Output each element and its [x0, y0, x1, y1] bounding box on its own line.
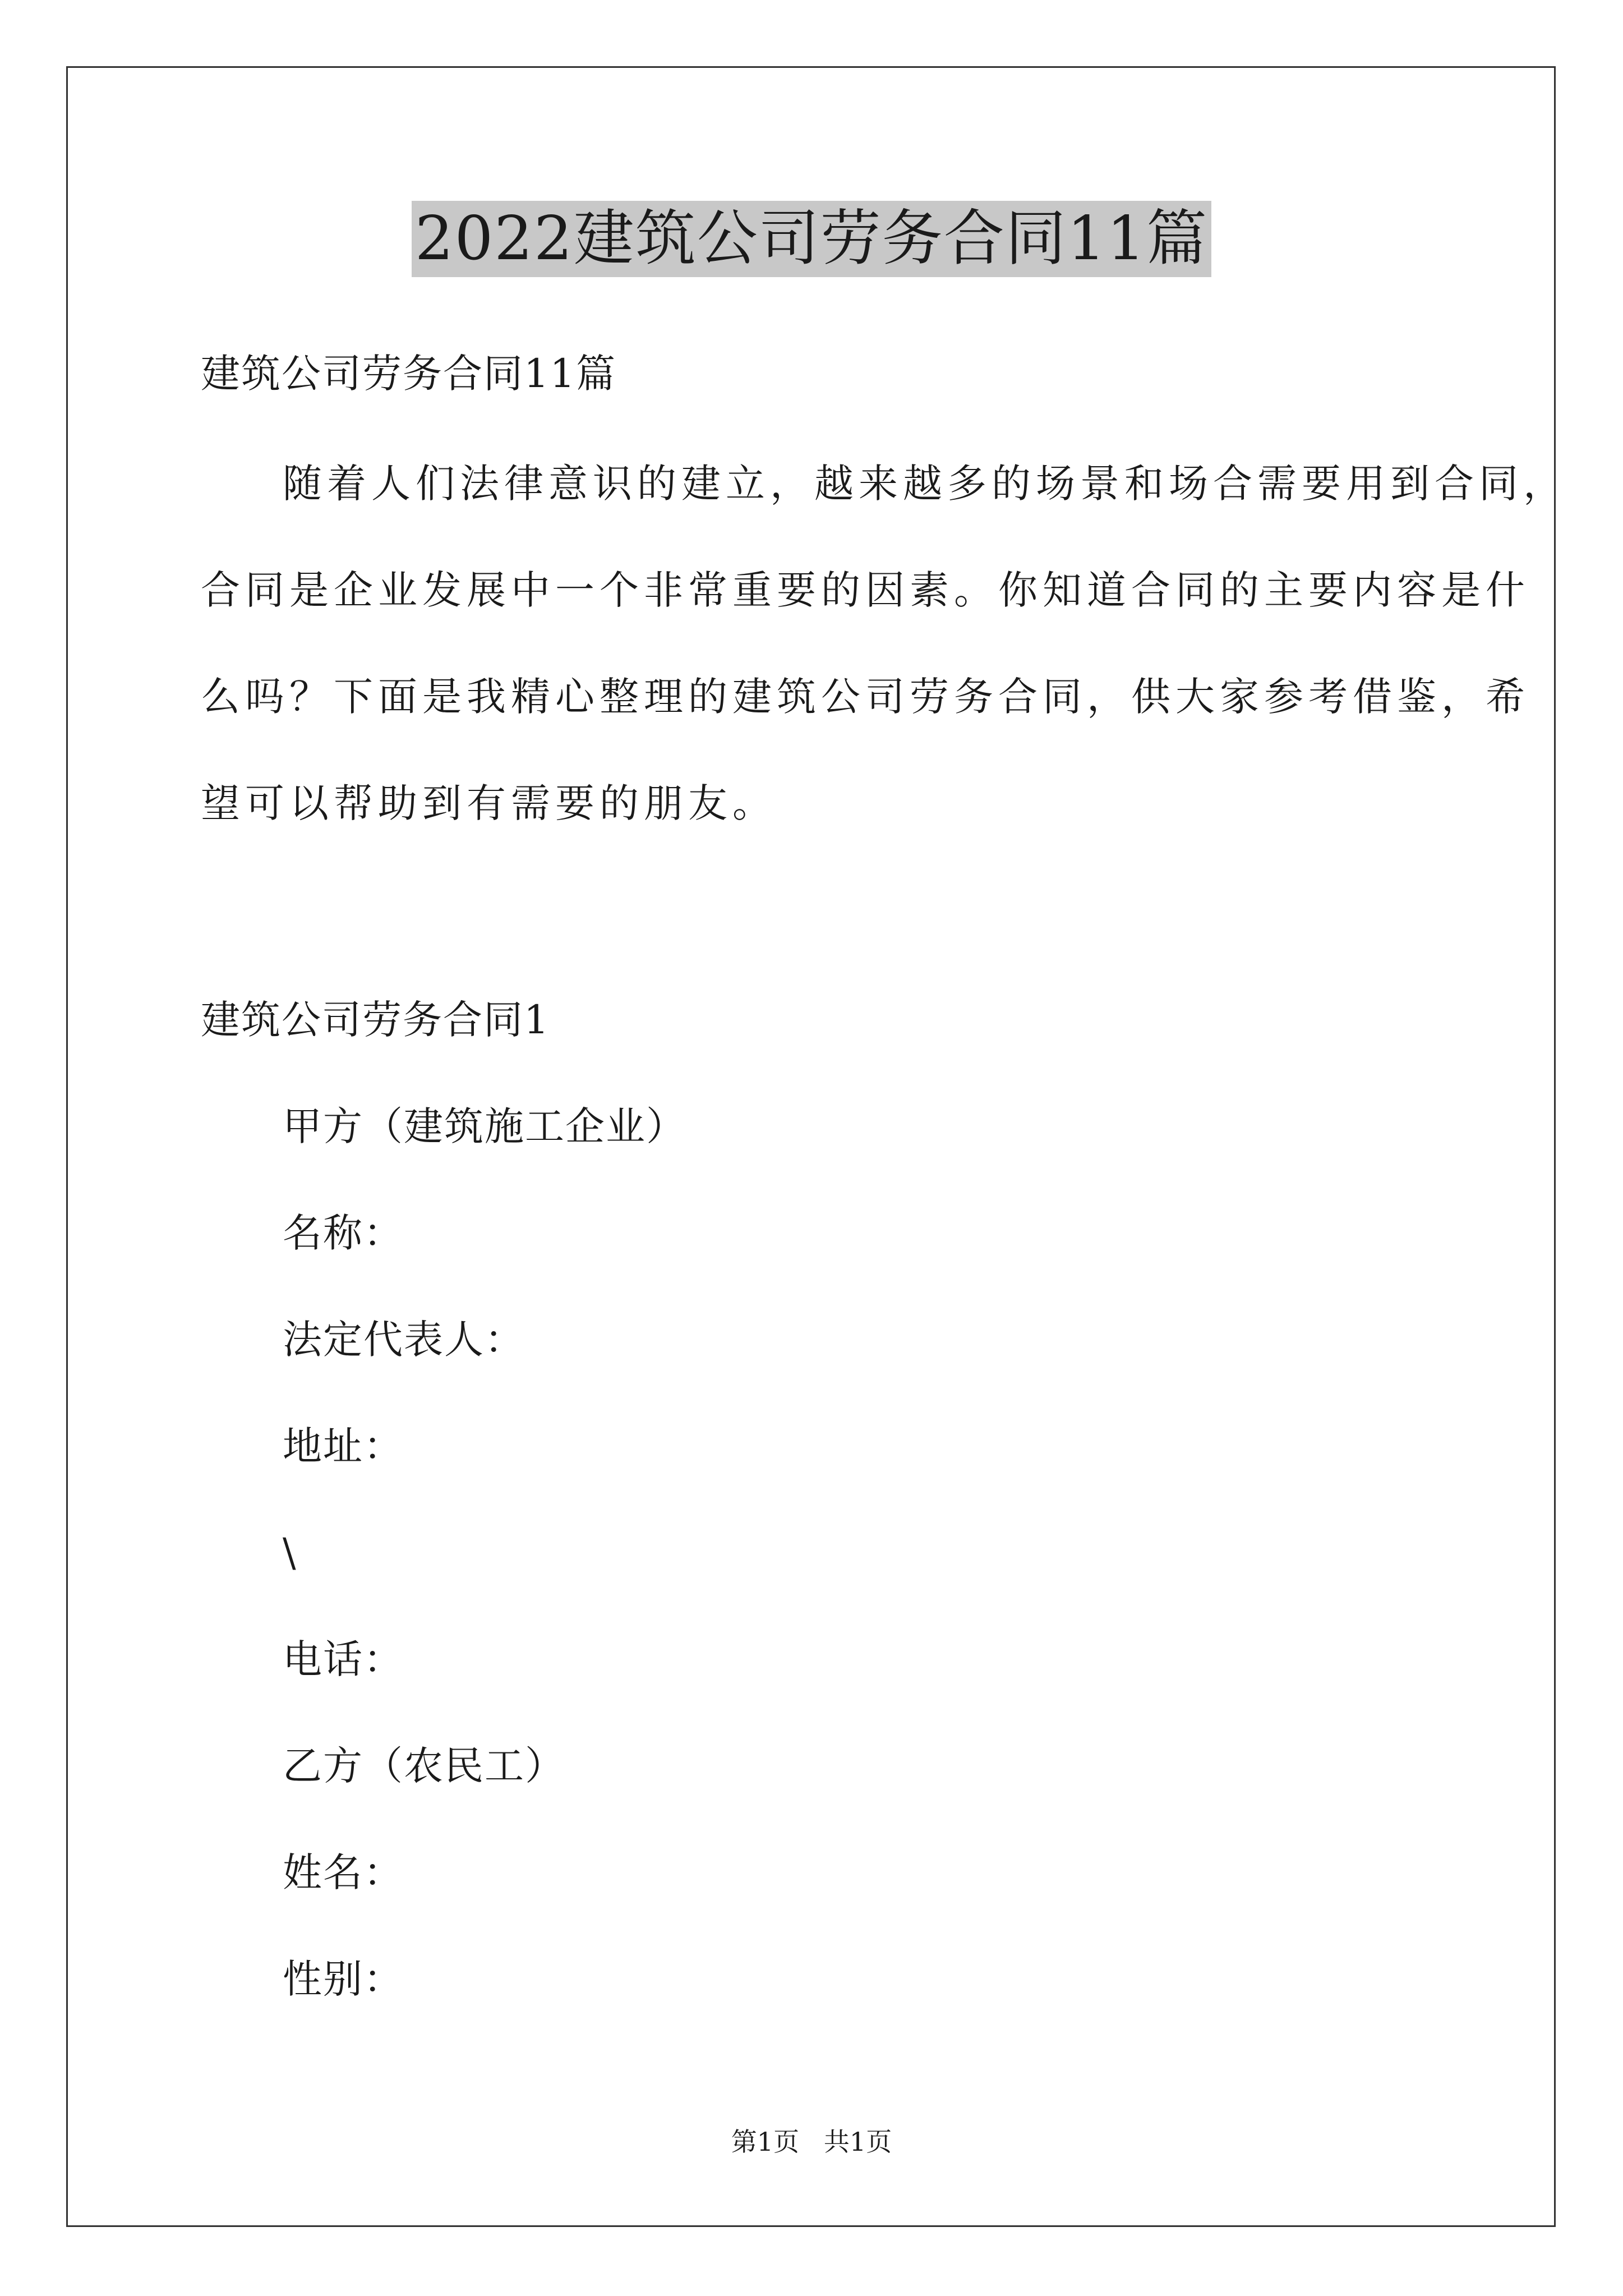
- document-title: [0, 201, 1623, 277]
- document-subtitle: 建筑公司劳务合同11篇: [201, 351, 617, 397]
- intro-line: 合同是企业发展中一个非常重要的因素。你知道合同的主要内容是什: [201, 567, 1530, 613]
- field-backslash: \: [283, 1530, 297, 1576]
- intro-line: 么吗？下面是我精心整理的建筑公司劳务合同，供大家参考借鉴，希: [201, 674, 1530, 720]
- field-legal-representative: 法定代表人：: [283, 1317, 525, 1363]
- intro-line: 随着人们法律意识的建立，越来越多的场景和场合需要用到合同，: [283, 461, 1567, 507]
- field-name: 名称：: [283, 1210, 404, 1256]
- field-gender: 性别：: [283, 1956, 404, 2002]
- field-phone: 电话：: [283, 1636, 404, 1682]
- field-worker-name: 姓名：: [283, 1849, 404, 1895]
- intro-line: 望可以帮助到有需要的朋友。: [201, 780, 777, 826]
- field-party-a: 甲方（建筑施工企业）: [283, 1103, 686, 1149]
- field-party-b: 乙方（农民工）: [283, 1743, 565, 1789]
- page-footer: 第1页 共1页: [731, 2127, 892, 2157]
- document-title-text: 2022建筑公司劳务合同11篇: [412, 201, 1211, 277]
- field-address: 地址：: [283, 1423, 404, 1469]
- section-heading: 建筑公司劳务合同1: [201, 997, 550, 1043]
